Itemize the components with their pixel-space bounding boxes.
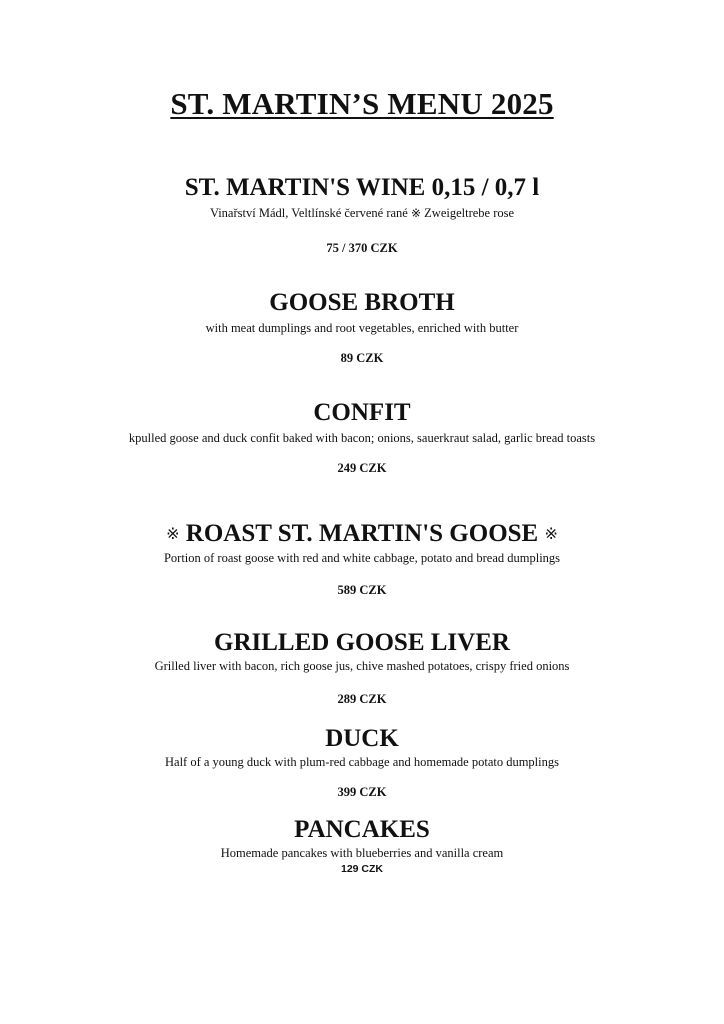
item-name: GRILLED GOOSE LIVER [214,629,510,656]
item-description: Portion of roast goose with red and white cabbage, potato and bread dumplings [163,551,561,565]
item-name: PANCAKES [294,816,430,843]
reference-mark-icon: ※ [544,526,558,543]
item-description-part: Vinařství Mádl, Veltlínské červené rané [209,206,408,220]
reference-mark-icon: ※ [410,206,422,220]
item-name-text: ROAST ST. MARTIN'S GOOSE [185,520,539,547]
item-name: CONFIT [313,399,411,426]
menu-item-wine [0,173,724,221]
menu-title-text: ST. MARTIN’S MENU 2025 [170,86,554,121]
item-price: 249 CZK [337,461,387,475]
menu-item-pancakes [0,815,724,861]
reference-mark-icon: ※ [166,526,180,543]
item-description-part: Zweigeltrebe rose [424,206,515,220]
menu-item-goose-broth [0,288,724,336]
item-name: GOOSE BROTH [269,289,455,316]
item-description: kpulled goose and duck confit baked with bacon; onions, sauerkraut salad, garlic bread toasts [128,431,596,445]
item-price: 289 CZK [337,692,387,706]
item-price: 399 CZK [337,785,387,799]
item-name: ST. MARTIN'S WINE 0,15 / 0,7 l [184,174,540,201]
item-price: 75 / 370 CZK [326,241,398,255]
item-description: Half of a young duck with plum-red cabbage and homemade potato dumplings [165,755,559,769]
menu-item-grilled-goose-liver [0,628,724,674]
item-price: 129 CZK [340,863,383,875]
item-name [0,519,724,550]
menu-item-confit [0,398,724,446]
item-description: with meat dumplings and root vegetables, enriched with butter [205,321,519,335]
item-price: 89 CZK [340,351,384,365]
item-description: Homemade pancakes with blueberries and vanilla cream [220,846,504,860]
item-description [0,205,724,221]
item-description: Grilled liver with bacon, rich goose jus, chive mashed potatoes, crispy fried onions [154,659,570,673]
item-name: DUCK [325,725,399,752]
menu-item-roast-goose [0,519,724,566]
item-price: 589 CZK [337,583,387,597]
menu-item-duck [0,724,724,770]
menu-title [0,86,724,122]
